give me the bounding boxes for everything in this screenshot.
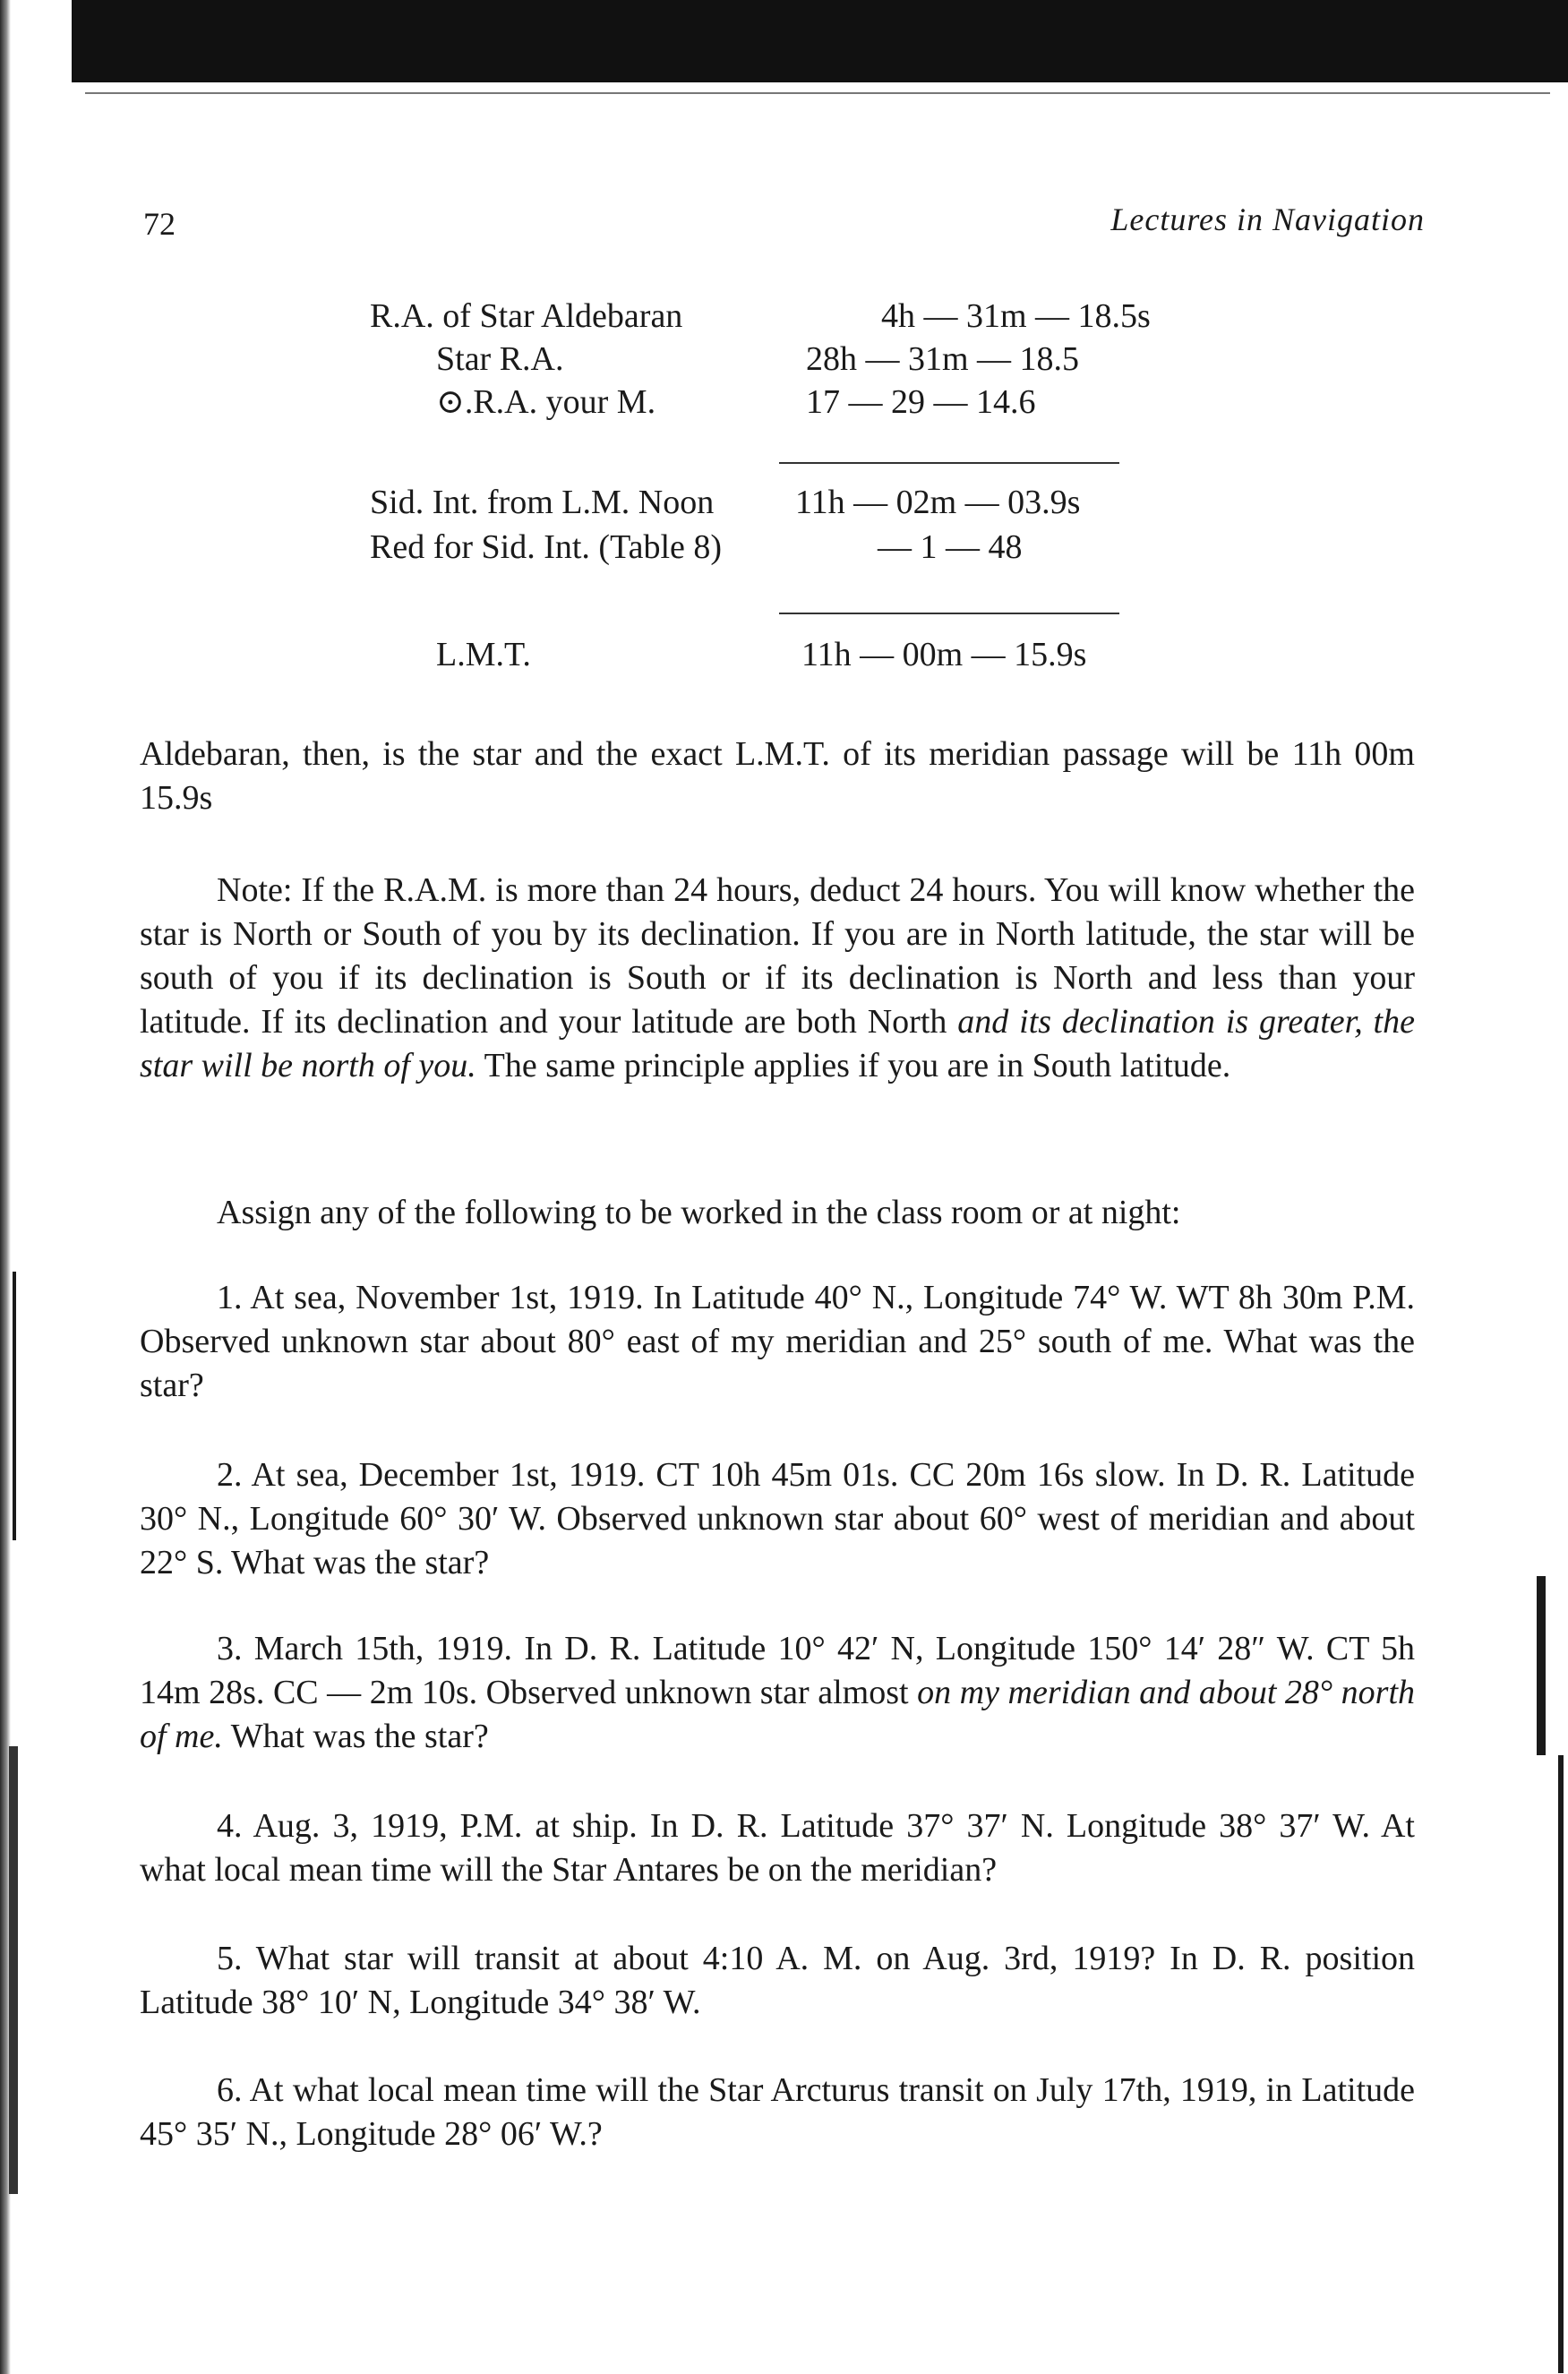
exercise-6: [140, 2069, 1415, 2156]
note-end: The same principle applies if you are in South latitude.: [476, 1047, 1231, 1084]
calc-row-label: Red for Sid. Int. (Table 8): [370, 528, 723, 566]
exercise-4: [140, 1804, 1415, 1892]
scan-left-mark-lower: [9, 1746, 18, 2194]
exercise-3-text: 3. March 15th, 1919. In D. R. Latitude 10° 42′ N, Longitude 150° 14′ 28″ W. CT 5h 14m 28s. CC — 2m 10s. Observed unknown star almost: [140, 1630, 1415, 1711]
exercise-text: 5. What star will transit at about 4:10 A. M. on Aug. 3rd, 1919? In D. R. position Latitude 38° 10′ N, Longitude 34° 38′ W.: [140, 1940, 1415, 2021]
scan-left-mark: [13, 1272, 16, 1540]
conclusion-paragraph: [140, 733, 1415, 820]
exercise-text: 4. Aug. 3, 1919, P.M. at ship. In D. R. Latitude 37° 37′ N. Longitude 38° 37′ W. At what local mean time will the Star Antares be on the meridian?: [140, 1807, 1415, 1889]
scan-right-mark: [1537, 1576, 1546, 1755]
page-number: 72: [143, 206, 176, 242]
assign-intro: Assign any of the following to be worked in the class room or at night:: [217, 1194, 1181, 1231]
calc-row-label: L.M.T.: [436, 636, 531, 673]
exercise-2: [140, 1453, 1415, 1585]
exercise-text: 6. At what local mean time will the Star Arcturus transit on July 17th, 1919, in Latitude 45° 35′ N., Longitude 28° 06′ W.?: [140, 2071, 1415, 2153]
calc-row-label: Sid. Int. from L.M. Noon: [370, 484, 715, 521]
exercise-3-italic: on my meridian and about 28° north of me.: [140, 1674, 1416, 1755]
exercise-3: [140, 1627, 1415, 1759]
exercise-text: 1. At sea, November 1st, 1919. In Latitude 40° N., Longitude 74° W. WT 8h 30m P.M. Observed unknown star about 80° east of my meridian and 25° south of me. What was the star?: [140, 1279, 1415, 1404]
calc-row-value: 28h — 31m — 18.5: [806, 340, 1080, 378]
exercise-5: [140, 1937, 1415, 2025]
sum-rule: [779, 613, 1119, 614]
note-regular: Note: If the R.A.M. is more than 24 hours, deduct 24 hours. You will know whether the star is North or South of you by its declination. If you are in North latitude, the star will be south of you if its declination is South or if its declination is North and less than your latitude. If its declination and your latitude are both North: [140, 871, 1415, 1041]
exercise-3-end: What was the star?: [222, 1718, 489, 1755]
exercise-text: 2. At sea, December 1st, 1919. CT 10h 45m 01s. CC 20m 16s slow. In D. R. Latitude 30° N., Longitude 60° 30′ W. Observed unknown star about 60° west of meridian and about 22° S. What was the star?: [140, 1456, 1415, 1581]
calc-row-value: 11h — 00m — 15.9s: [801, 636, 1087, 673]
calc-row-value: 4h — 31m — 18.5s: [881, 297, 1151, 335]
exercise-text: [140, 1627, 1415, 1759]
note-paragraph: [140, 869, 1415, 1088]
assign-intro-paragraph: [140, 1191, 1415, 1235]
scan-top-rule: [85, 92, 1550, 94]
calc-row-label: Star R.A.: [436, 340, 564, 378]
calc-row-label: ⊙.R.A. your M.: [436, 383, 656, 421]
sum-rule: [779, 462, 1119, 464]
running-head: Lectures in Navigation: [1110, 201, 1425, 237]
calc-row-value: 17 — 29 — 14.6: [806, 383, 1036, 421]
scan-top-shadow: [72, 0, 1568, 82]
exercise-1: [140, 1276, 1415, 1408]
note-text: [140, 869, 1415, 1088]
calc-row-label: R.A. of Star Aldebaran: [370, 297, 683, 335]
calc-row-value: 11h — 02m — 03.9s: [795, 484, 1081, 521]
conclusion-text: Aldebaran, then, is the star and the exact L.M.T. of its meridian passage will be 11h 00m 15.9s: [140, 735, 1415, 817]
note-italic: and its declination is greater, the star will be north of you.: [140, 1003, 1415, 1084]
scan-right-edge: [1558, 1755, 1564, 2373]
calc-row-value: — 1 — 48: [878, 528, 1023, 566]
